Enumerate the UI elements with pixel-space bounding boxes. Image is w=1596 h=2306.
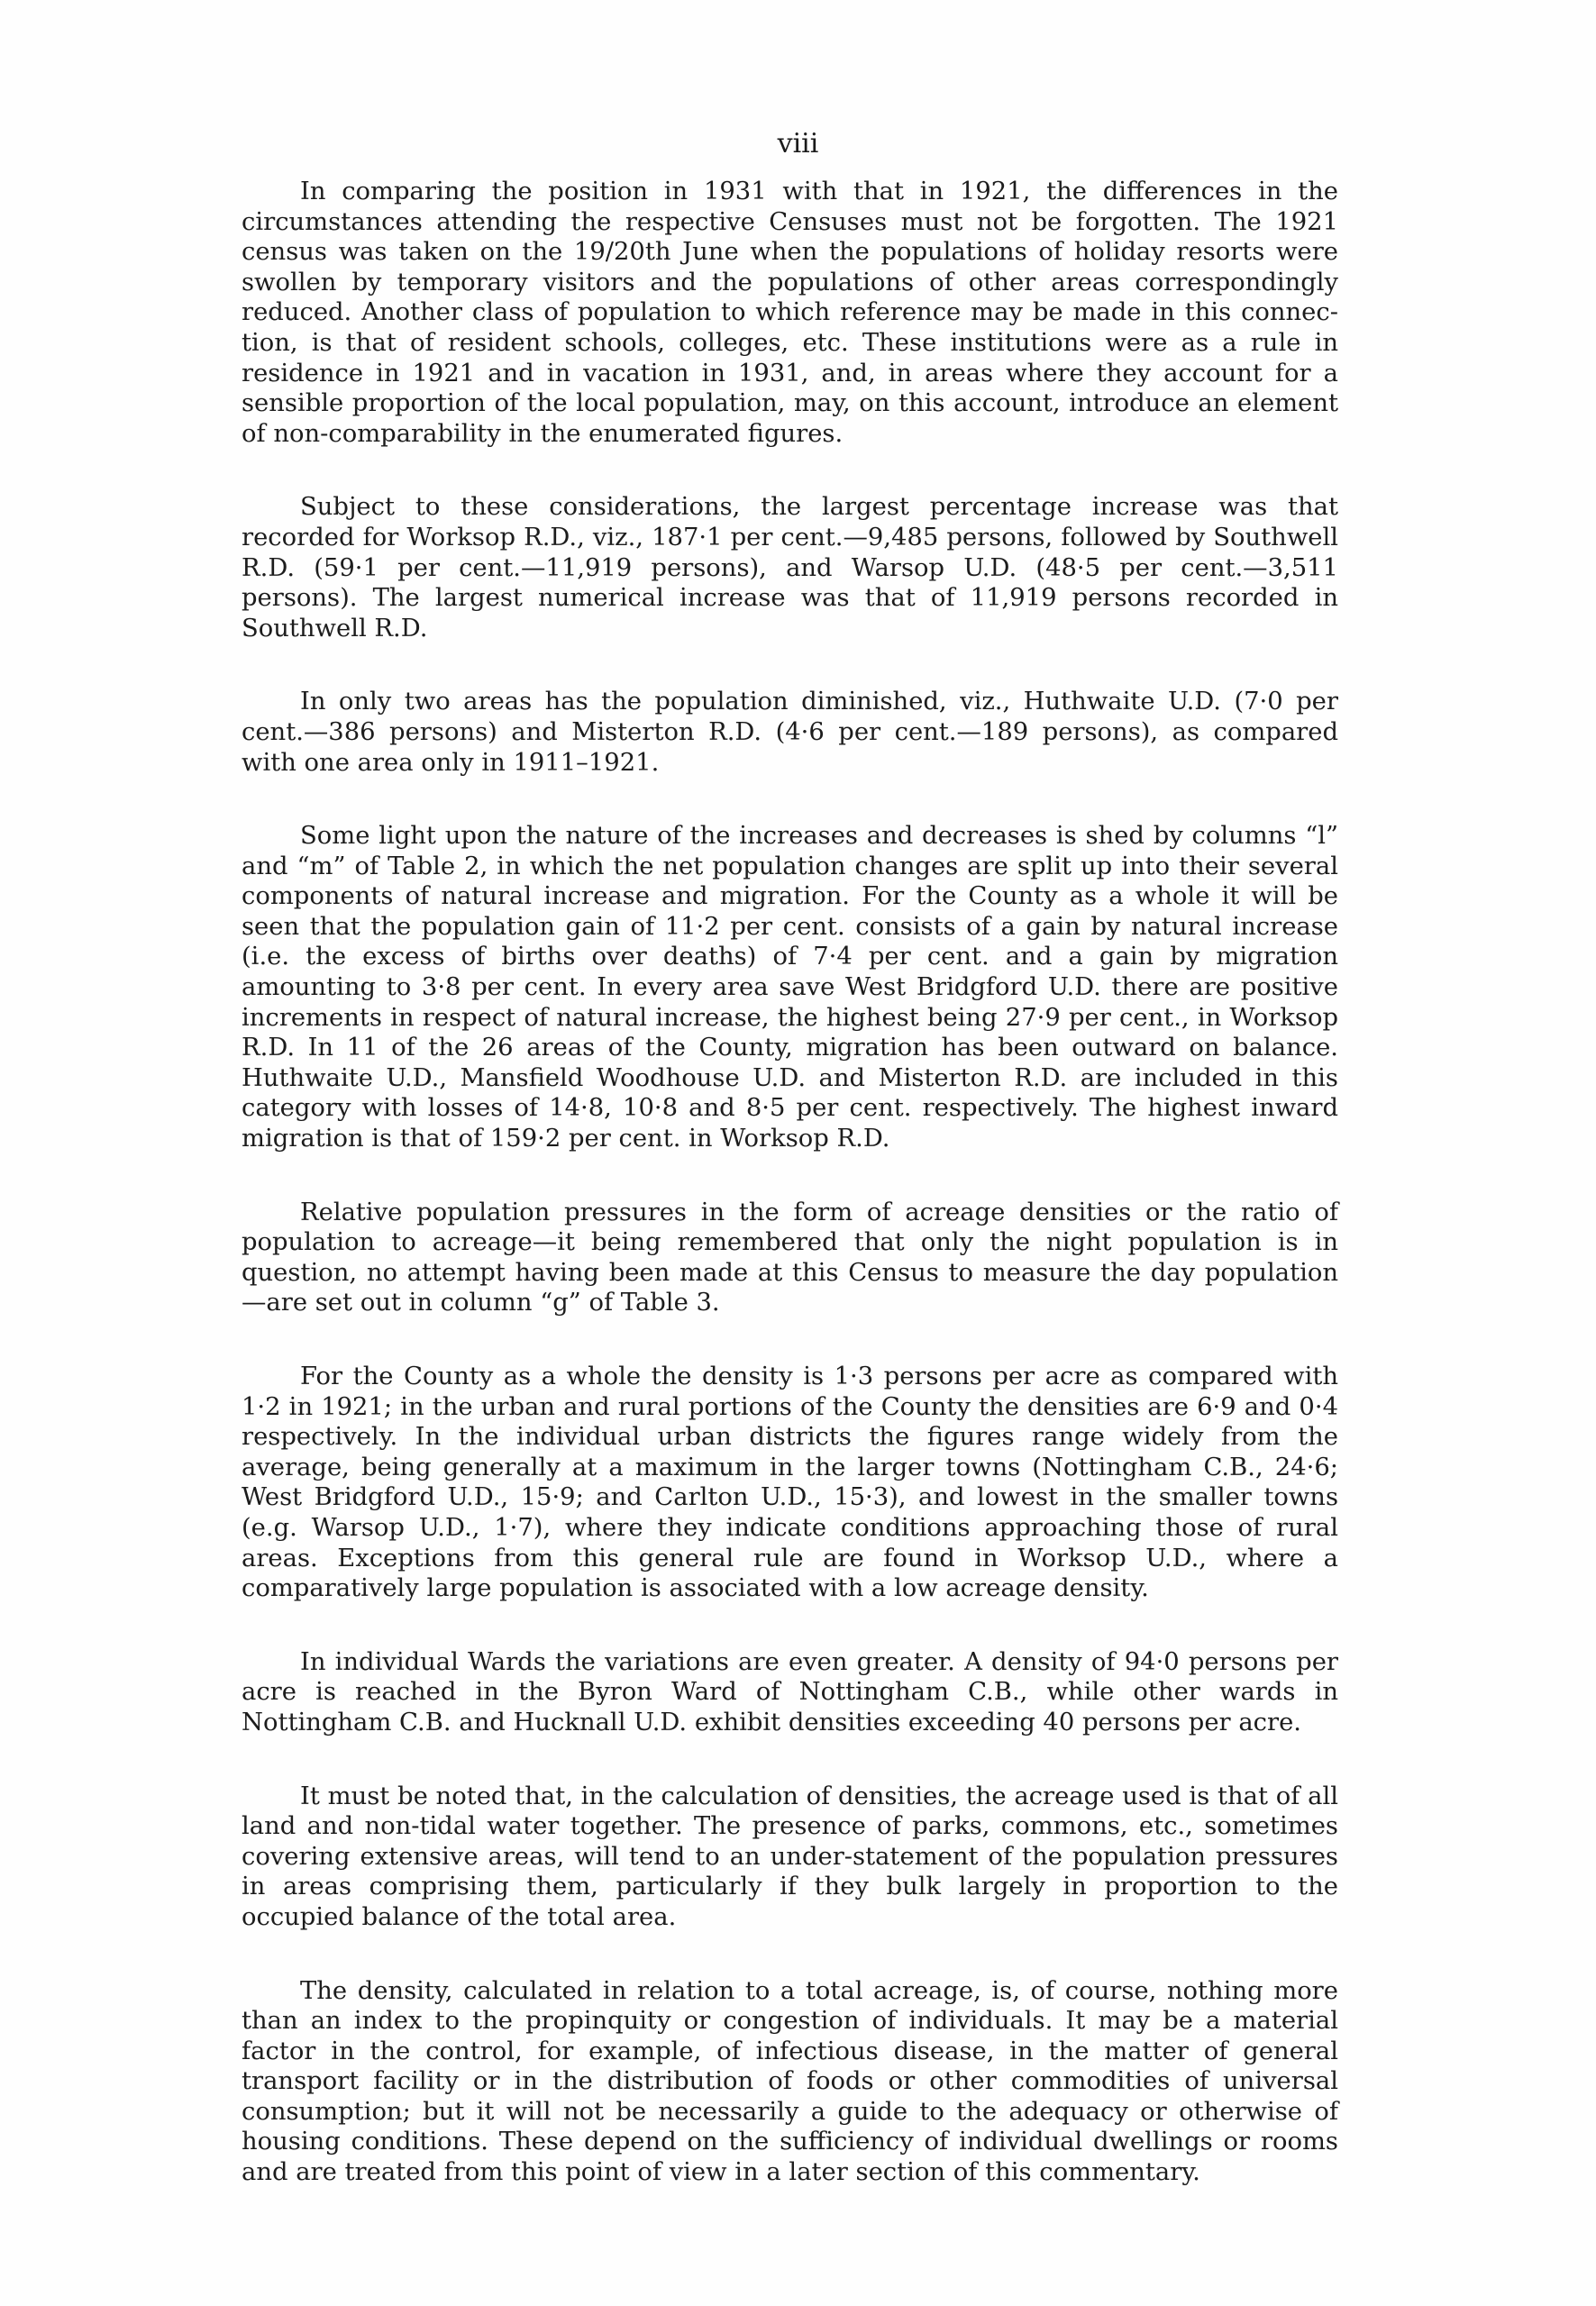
paragraph-natural-increase-migration: Some light upon the nature of the increases and decreases is shed by columns “l” and “m” of Table 2, in which the net population changes are split up into their several components of natural increase and migration. For the County as a whole it will be seen that the population gain of 11·2 per cent. consists of a gain by natural increase (i.e. the excess of births over deaths) of 7·4 per cent. and a gain by migration amounting to 3·8 per cent. In every area save West Bridgford U.D. there are positive increments in respect of natural increase, the highest being 27·9 per cent., in Worksop R.D. In 11 of the 26 areas of the County, migration has been outward on balance. Huthwaite U.D., Mansfield Woodhouse U.D. and Misterton R.D. are included in this category with losses of 14·8, 10·8 and 8·5 per cent. respectively. The highest inward migration is that of 159·2 per cent. in Worksop R.D. bbox=[242, 822, 1338, 1153]
paragraph-population-diminished: In only two areas has the population diminished, viz., Huthwaite U.D. (7·0 per cent.—386 persons) and Misterton R.D. (4·6 per cent.—189 persons), as compared with one area only in 1911–1921. bbox=[242, 688, 1338, 777]
paragraph-ward-density: In individual Wards the variations are even greater. A density of 94·0 persons per acre is reached in the Byron Ward of Nottingham C.B., while other wards in Nottingham C.B. and Hucknall U.D. exhibit densities exceeding 40 persons per acre. bbox=[242, 1647, 1338, 1736]
paragraph-county-density: For the County as a whole the density is 1·3 persons per acre as compared with 1·2 in 1921; in the urban and rural portions of the County the densities are 6·9 and 0·4 respectively. In the individual urban districts the figures range widely from the average, being generally at a maximum in the larger towns (Nottingham C.B., 24·6; West Bridgford U.D., 15·9; and Carlton U.D., 15·3), and lowest in the smaller towns (e.g. Warsop U.D., 1·7), where they indicate conditions approaching those of rural areas. Exceptions from this general rule are found in Worksop U.D., where a comparatively large population is associated with a low acreage density. bbox=[242, 1363, 1338, 1603]
paragraph-census-comparison: In comparing the position in 1931 with that in 1921, the differences in the circumstances attending the respective Censuses must not be forgotten. The 1921 census was taken on the 19/20th June when the populations of holiday resorts were swollen by temporary visitors and the populations of other areas correspondingly reduced. Another class of population to which reference may be made in this connection, is that of resident schools, colleges, etc. These institutions were as a rule in residence in 1921 and in vacation in 1931, and, in areas where they account for a sensible proportion of the local population, may, on this account, introduce an element of non-comparability in the enumerated figures. bbox=[242, 178, 1338, 448]
paragraph-density-index: The density, calculated in relation to a total acreage, is, of course, nothing more than an index to the propinquity or congestion of individuals. It may be a material factor in the control, for example, of infectious disease, in the matter of general transport facility or in the distribution of foods or other commodities of universal consumption; but it will not be necessarily a guide to the adequacy or otherwise of housing conditions. These depend on the sufficiency of individual dwellings or rooms and are treated from this point of view in a later section of this commentary. bbox=[242, 1976, 1338, 2187]
body-text bbox=[242, 177, 1338, 2188]
paragraph-largest-increase: Subject to these considerations, the largest percentage increase was that recorded for Worksop R.D., viz., 187·1 per cent.—9,485 persons, followed by Southwell R.D. (59·1 per cent.—11,919 persons), and Warsop U.D. (48·5 per cent.—3,511 persons). The largest numerical increase was that of 11,919 persons recorded in Southwell R.D. bbox=[242, 493, 1338, 643]
paragraph-acreage-calculation: It must be noted that, in the calculation of densities, the acreage used is that of all land and non-tidal water together. The presence of parks, commons, etc., sometimes covering extensive areas, will tend to an under-statement of the population pressures in areas comprising them, particularly if they bulk largely in proportion to the occupied balance of the total area. bbox=[242, 1782, 1338, 1931]
page-number: viii bbox=[777, 128, 819, 160]
paragraph-population-pressures: Relative population pressures in the form of acreage densities or the ratio of population to acreage—it being remembered that only the night population is in question, no attempt having been made at this Census to measure the day population —are set out in column “g” of Table 3. bbox=[242, 1198, 1338, 1317]
